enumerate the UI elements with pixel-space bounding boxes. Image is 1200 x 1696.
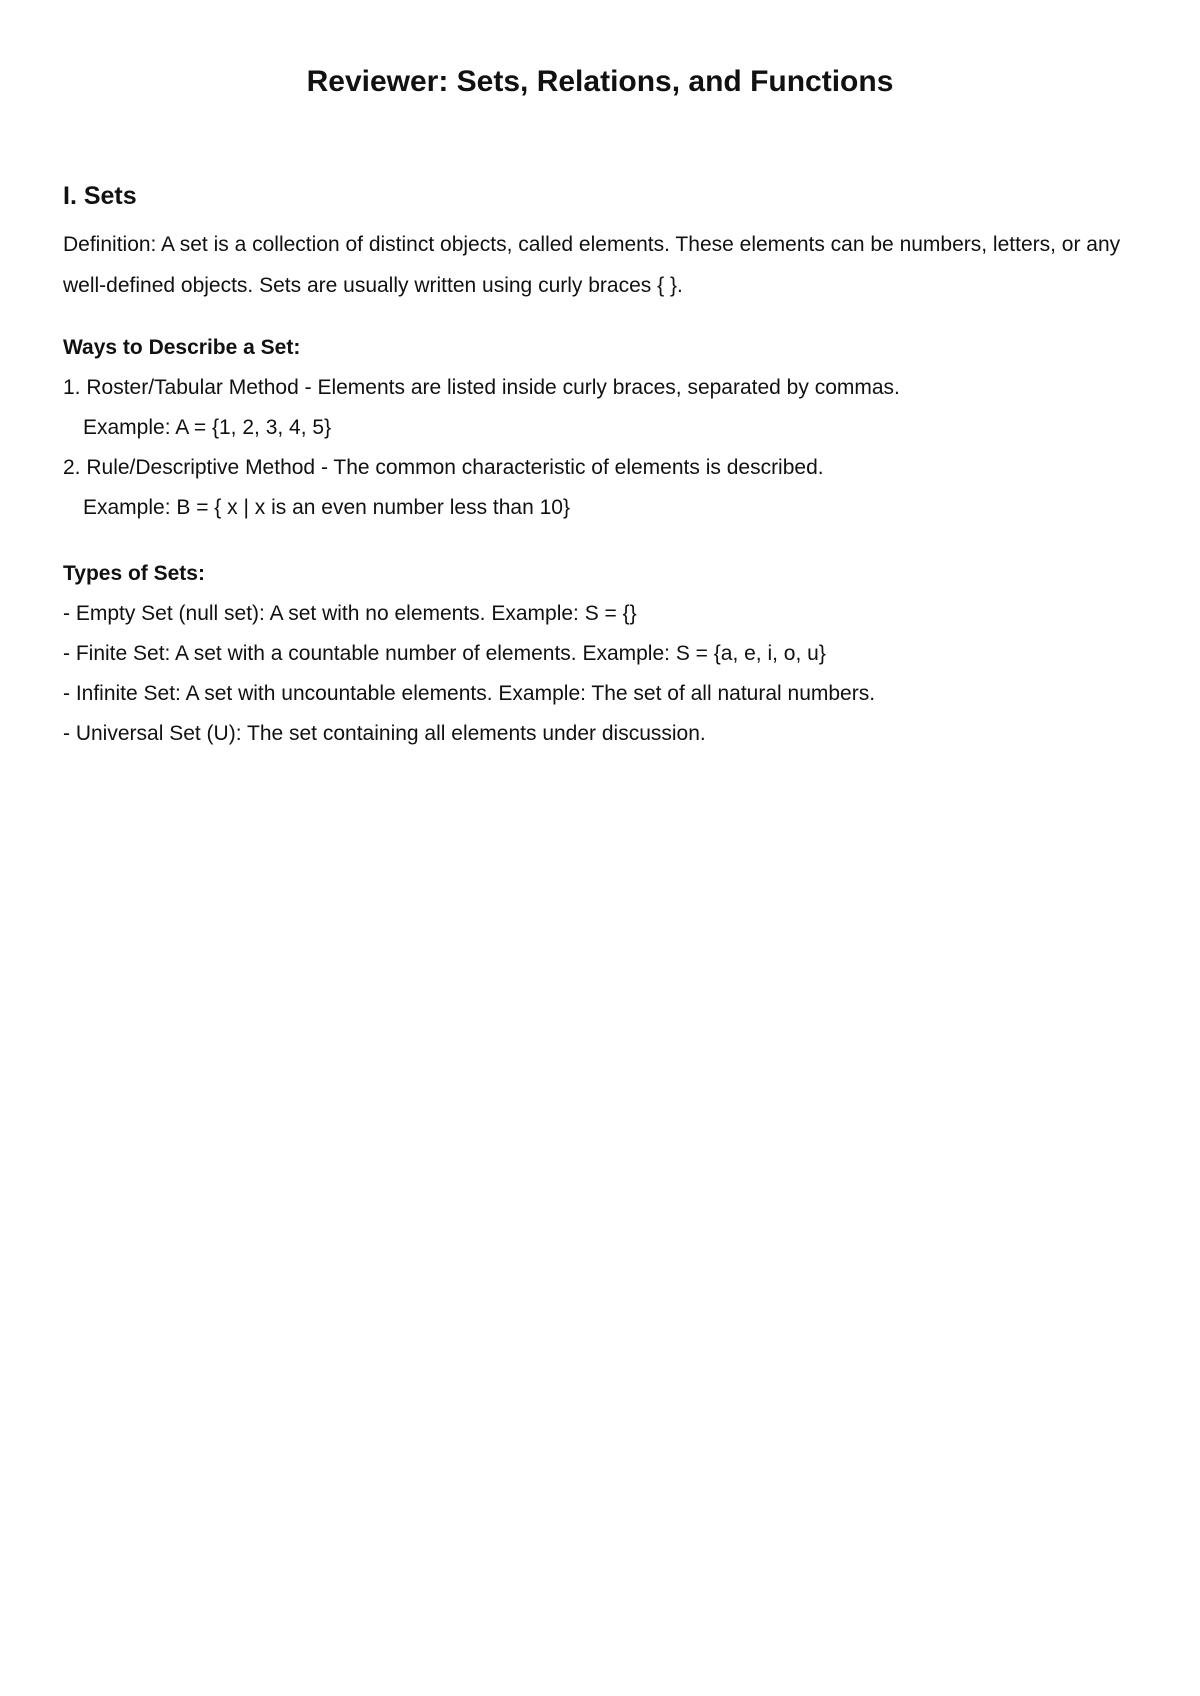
type-item-infinite-set: - Infinite Set: A set with uncountable elements. Example: The set of all natural numbers. <box>63 682 876 705</box>
type-item-empty-set: - Empty Set (null set): A set with no elements. Example: S = {} <box>63 602 637 625</box>
types-of-sets-block <box>63 554 1153 754</box>
section-heading-sets: I. Sets <box>63 182 137 210</box>
roster-method-item: 1. Roster/Tabular Method - Elements are listed inside curly braces, separated by commas. <box>63 376 900 399</box>
document-title: Reviewer: Sets, Relations, and Functions <box>306 65 894 98</box>
ways-to-describe-block <box>63 328 1153 528</box>
roster-method-example: Example: A = {1, 2, 3, 4, 5} <box>83 416 332 439</box>
document-content <box>63 180 1153 780</box>
rule-method-example: Example: B = { x | x is an even number less than 10} <box>83 496 570 519</box>
type-item-universal-set: - Universal Set (U): The set containing all elements under discussion. <box>63 722 706 745</box>
rule-method-item: 2. Rule/Descriptive Method - The common characteristic of elements is described. <box>63 456 824 479</box>
ways-heading: Ways to Describe a Set: <box>63 336 301 359</box>
types-heading: Types of Sets: <box>63 562 205 585</box>
type-item-finite-set: - Finite Set: A set with a countable number of elements. Example: S = {a, e, i, o, u} <box>63 642 826 665</box>
sets-definition: Definition: A set is a collection of distinct objects, called elements. These elements can be numbers, letters, or any well-defined objects. Sets are usually written using curly braces { }. <box>63 233 1121 297</box>
